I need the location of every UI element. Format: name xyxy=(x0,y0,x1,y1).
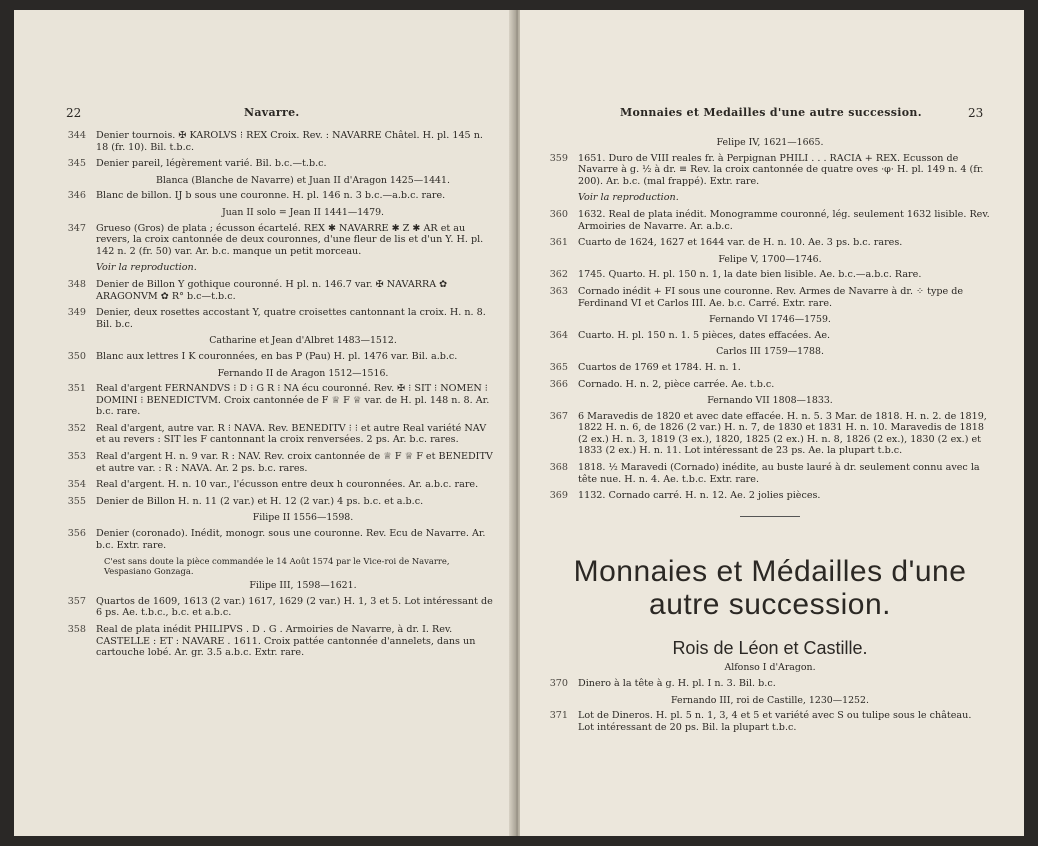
entry-number: 347 xyxy=(67,222,86,234)
footnote: C'est sans doute la pièce commandée le 14 Août 1574 par le Vice-roi de Navarre, Vespasiano Gonzaga. xyxy=(104,556,450,577)
entry-number: 361 xyxy=(549,237,568,249)
catalog-entry xyxy=(68,596,498,619)
reign-heading: Filipe II 1556—1598. xyxy=(252,512,354,524)
entry-text: Denier tournois. ✠ KAROLVS ⁝ REX Croix. Rev. : NAVARRE Châtel. H. pl. 145 n. 18 (fr. 10). Bil. t.b.c. xyxy=(96,130,483,153)
catalog-entry xyxy=(550,379,990,391)
entry-text: Denier pareil, légèrement varié. Bil. b.c.—t.b.c. xyxy=(96,158,327,170)
catalog-entry xyxy=(550,153,990,188)
section-title-line: autre succession. xyxy=(649,587,891,621)
entry-number: 371 xyxy=(549,710,568,722)
entry-number: 344 xyxy=(67,130,86,141)
catalog-entry xyxy=(550,237,990,249)
entry-number: 365 xyxy=(549,361,568,373)
section-title xyxy=(550,555,990,621)
reign-heading: Alfonso I d'Aragon. xyxy=(724,662,816,674)
entry-text: Denier (coronado). Inédit, monogr. sous une couronne. Rev. Ecu de Navarre. Ar. b.c. Extr. rare. xyxy=(96,528,486,551)
entry-number: 363 xyxy=(549,285,568,297)
entry-number: 357 xyxy=(67,595,86,607)
entry-text: 6 Maravedis de 1820 et avec date effacée. H. n. 5. 3 Mar. de 1818. H. n. 2. de 1819, 1822 H. n. 6, de 1826 (2 var.) H. n. 7, de 1830 et 1831 H. n. 10. Maravedis de 1818 (2 ex.) H. n. 3, 1819 (3 ex.), 1820, 1825 (2 ex.) H. n. 8, 1826 (2 ex.), 1830 (2 ex.) et 1833 (2 ex.) H. n. 11. Lot intéressant de 23 ps. Ae. la plupart t.b.c. xyxy=(578,410,987,457)
catalog-entry xyxy=(68,528,498,551)
reign-heading: Juan II solo = Jean II 1441—1479. xyxy=(221,206,385,218)
entry-number: 366 xyxy=(549,378,568,390)
entry-number: 364 xyxy=(549,329,568,341)
entry-text: 1132. Cornado carré. H. n. 12. Ae. 2 jolies pièces. xyxy=(578,490,821,502)
entry-text: Denier de Billon H. n. 11 (2 var.) et H. 12 (2 var.) 4 ps. b.c. et a.b.c. xyxy=(96,495,424,507)
entry-number: 352 xyxy=(67,422,86,434)
entry-text: Cuarto de 1624, 1627 et 1644 var. de H. n. 10. Ae. 3 ps. b.c. rares. xyxy=(578,237,903,249)
reproduction-note: Voir la reproduction. xyxy=(96,262,197,274)
running-head: Navarre. xyxy=(244,106,300,119)
catalog-entry xyxy=(550,269,990,281)
reproduction-note: Voir la reproduction. xyxy=(578,192,679,204)
catalog-entry xyxy=(68,307,498,330)
catalog-entry xyxy=(550,462,990,485)
reign-heading: Catharine et Jean d'Albret 1483—1512. xyxy=(209,335,397,347)
entry-text: Blanc de billon. IJ b sous une couronne. H. pl. 146 n. 3 b.c.—a.b.c. rare. xyxy=(96,190,446,202)
entry-number: 369 xyxy=(549,490,568,502)
entry-text: Cuartos de 1769 et 1784. H. n. 1. xyxy=(578,361,741,373)
reign-heading: Felipe IV, 1621—1665. xyxy=(716,137,824,148)
entry-number: 367 xyxy=(549,410,568,422)
catalog-entry xyxy=(68,451,498,474)
catalog-entries xyxy=(68,130,498,664)
catalog-entries xyxy=(550,133,990,738)
entry-text: 1745. Quarto. H. pl. 150 n. 1, la date bien lisible. Ae. b.c.—a.b.c. Rare. xyxy=(578,269,922,281)
entry-number: 345 xyxy=(67,158,86,170)
entry-number: 346 xyxy=(67,190,86,202)
entry-number: 348 xyxy=(67,278,86,290)
entry-number: 370 xyxy=(549,678,568,690)
left-page xyxy=(14,10,514,836)
running-head: Monnaies et Medailles d'une autre succession. xyxy=(620,106,922,119)
entries-list xyxy=(550,662,990,733)
entry-number: 368 xyxy=(549,462,568,474)
section-title-line: Monnaies et Médailles d'une xyxy=(573,554,967,588)
reign-heading: Fernando VII 1808—1833. xyxy=(707,395,833,407)
reign-heading: Fernando VI 1746—1759. xyxy=(709,314,831,326)
catalog-entry xyxy=(68,423,498,446)
right-page xyxy=(520,10,1024,836)
catalog-entry xyxy=(550,330,990,342)
catalog-entry xyxy=(550,710,990,733)
reign-heading: Felipe V, 1700—1746. xyxy=(718,253,822,265)
entry-number: 353 xyxy=(67,451,86,463)
entry-text: Real d'argent FERNANDVS ⁝ D ⁝ G R ⁝ NA écu couronné. Rev. ✠ ⁝ SIT ⁝ NOMEN ⁝ DOMINI ⁝ BENEDICTVM. Croix cantonnée de F ♕ F ♕ var. de H. pl. 148 n. 8. Ar. b.c. rare. xyxy=(96,383,490,418)
catalog-entry xyxy=(550,286,990,309)
entry-number: 354 xyxy=(67,479,86,491)
entry-text: Grueso (Gros) de plata ; écusson écartelé. REX ✱ NAVARRE ✱ Z ✱ AR et au revers, la croix cantonnée de deux couronnes, d'une fleur de lis et d'un Y. H. pl. 142 n. 2 (fr. 50) var. Ar. b.c. manque un petit morceau. xyxy=(96,222,484,257)
entry-text: Cornado inédit + FI sous une couronne. Rev. Armes de Navarre à dr. ⁘ type de Ferdinand VI et Carlos III. Ae. b.c. Carré. Extr. rare. xyxy=(578,285,964,309)
entry-text: Real d'argent H. n. 9 var. R : NAV. Rev. croix cantonnée de ♕ F ♕ F et BENEDITV et autre var. : R : NAVA. Ar. 2 ps. b.c. rares. xyxy=(96,451,493,474)
divider xyxy=(740,516,800,517)
reign-heading: Fernando III, roi de Castille, 1230—1252. xyxy=(671,694,869,706)
entry-text: Lot de Dineros. H. pl. 5 n. 1, 3, 4 et 5 et variété avec S ou tulipe sous le château. Lot intéressant de 20 ps. Bil. la plupart t.b.c. xyxy=(578,710,972,733)
reign-heading: Fernando II de Aragon 1512—1516. xyxy=(217,367,389,379)
entry-text: 1818. ½ Maravedi (Cornado) inédite, au buste lauré à dr. seulement connu avec la tête nue. H. n. 4. Ae. t.b.c. Extr. rare. xyxy=(578,462,980,485)
catalog-entry xyxy=(68,351,498,363)
entry-text: Cornado. H. n. 2, pièce carrée. Ae. t.b.c. xyxy=(578,378,775,390)
entry-text: Dinero à la tête à g. H. pl. I n. 3. Bil. b.c. xyxy=(578,678,776,690)
catalog-entry xyxy=(68,223,498,258)
entry-text: Real de plata inédit PHILIPVS . D . G . Armoiries de Navarre, à dr. I. Rev. CASTELLE : ET : NAVARE . 1611. Croix pattée cantonnée d'annelets, dans un cartouche lobé. Ar. gr. 3.5 a.b.c. Extr. rare. xyxy=(96,624,476,659)
entry-text: Denier, deux rosettes accostant Y, quatre croisettes cantonnant la croix. H. n. 8. Bil. b.c. xyxy=(96,307,486,330)
catalog-entry xyxy=(68,383,498,418)
catalog-entry xyxy=(550,209,990,232)
section-subtitle: Rois de Léon et Castille. xyxy=(672,637,868,658)
catalog-entry xyxy=(68,624,498,659)
entry-number: 351 xyxy=(67,383,86,395)
entry-number: 360 xyxy=(549,208,568,220)
catalog-entry xyxy=(68,479,498,491)
page-number: 22 xyxy=(66,106,82,120)
entry-number: 349 xyxy=(67,307,86,319)
catalog-entry xyxy=(68,190,498,202)
catalog-entry xyxy=(68,496,498,508)
entry-text: Cuarto. H. pl. 150 n. 1. 5 pièces, dates effacées. Ae. xyxy=(578,329,831,341)
entry-number: 358 xyxy=(67,624,86,635)
reign-heading: Filipe III, 1598—1621. xyxy=(249,580,357,592)
entry-text: 1632. Real de plata inédit. Monogramme couronné, lég. seulement 1632 lisible. Rev. Armoiries de Navarre. Ar. a.b.c. xyxy=(578,208,990,232)
entry-number: 359 xyxy=(549,152,568,164)
entry-text: Real d'argent, autre var. R ⁝ NAVA. Rev. BENEDITV ⁝ ⁝ et autre Real variété NAV et au revers : SIT les F cantonnant la croix renversées. 2 ps. Ar. b.c. rares. xyxy=(96,422,487,446)
catalog-entry xyxy=(550,678,990,690)
page-number: 23 xyxy=(968,106,984,120)
entry-number: 355 xyxy=(67,495,86,507)
entry-number: 356 xyxy=(67,528,86,540)
catalog-entry xyxy=(68,279,498,302)
reign-heading: Carlos III 1759—1788. xyxy=(716,346,824,358)
entry-text: Blanc aux lettres I K couronnées, en bas P (Pau) H. pl. 1476 var. Bil. a.b.c. xyxy=(96,350,458,362)
entry-text: Quartos de 1609, 1613 (2 var.) 1617, 1629 (2 var.) H. 1, 3 et 5. Lot intéressant de 6 ps. Ae. t.b.c., b.c. et a.b.c. xyxy=(96,595,493,619)
entry-number: 350 xyxy=(67,350,86,362)
catalog-entry xyxy=(550,362,990,374)
catalog-entry xyxy=(68,158,498,170)
catalog-entry xyxy=(68,130,498,153)
entry-text: Real d'argent. H. n. 10 var., l'écusson entre deux h couronnées. Ar. a.b.c. rare. xyxy=(96,479,479,491)
catalog-entry xyxy=(550,411,990,457)
reign-heading: Blanca (Blanche de Navarre) et Juan II d'Aragon 1425—1441. xyxy=(156,174,450,186)
catalog-entry xyxy=(550,490,990,502)
entry-text: 1651. Duro de VIII reales fr. à Perpignan PHILI . . . RACIA + REX. Ecusson de Navarre à g. ½ à dr. ≡ Rev. la croix cantonnée de quatre oves ·φ· H. pl. 149 n. 4 (fr. 200). Ar. b.c. (mal frappé). Extr. rare. xyxy=(578,152,984,187)
entries-list xyxy=(550,137,990,502)
entry-number: 362 xyxy=(549,269,568,281)
entry-text: Denier de Billon Y gothique couronné. H pl. n. 146.7 var. ✠ NAVARRA ✿ ARAGONVM ✿ R° b.c—t.b.c. xyxy=(96,278,448,302)
